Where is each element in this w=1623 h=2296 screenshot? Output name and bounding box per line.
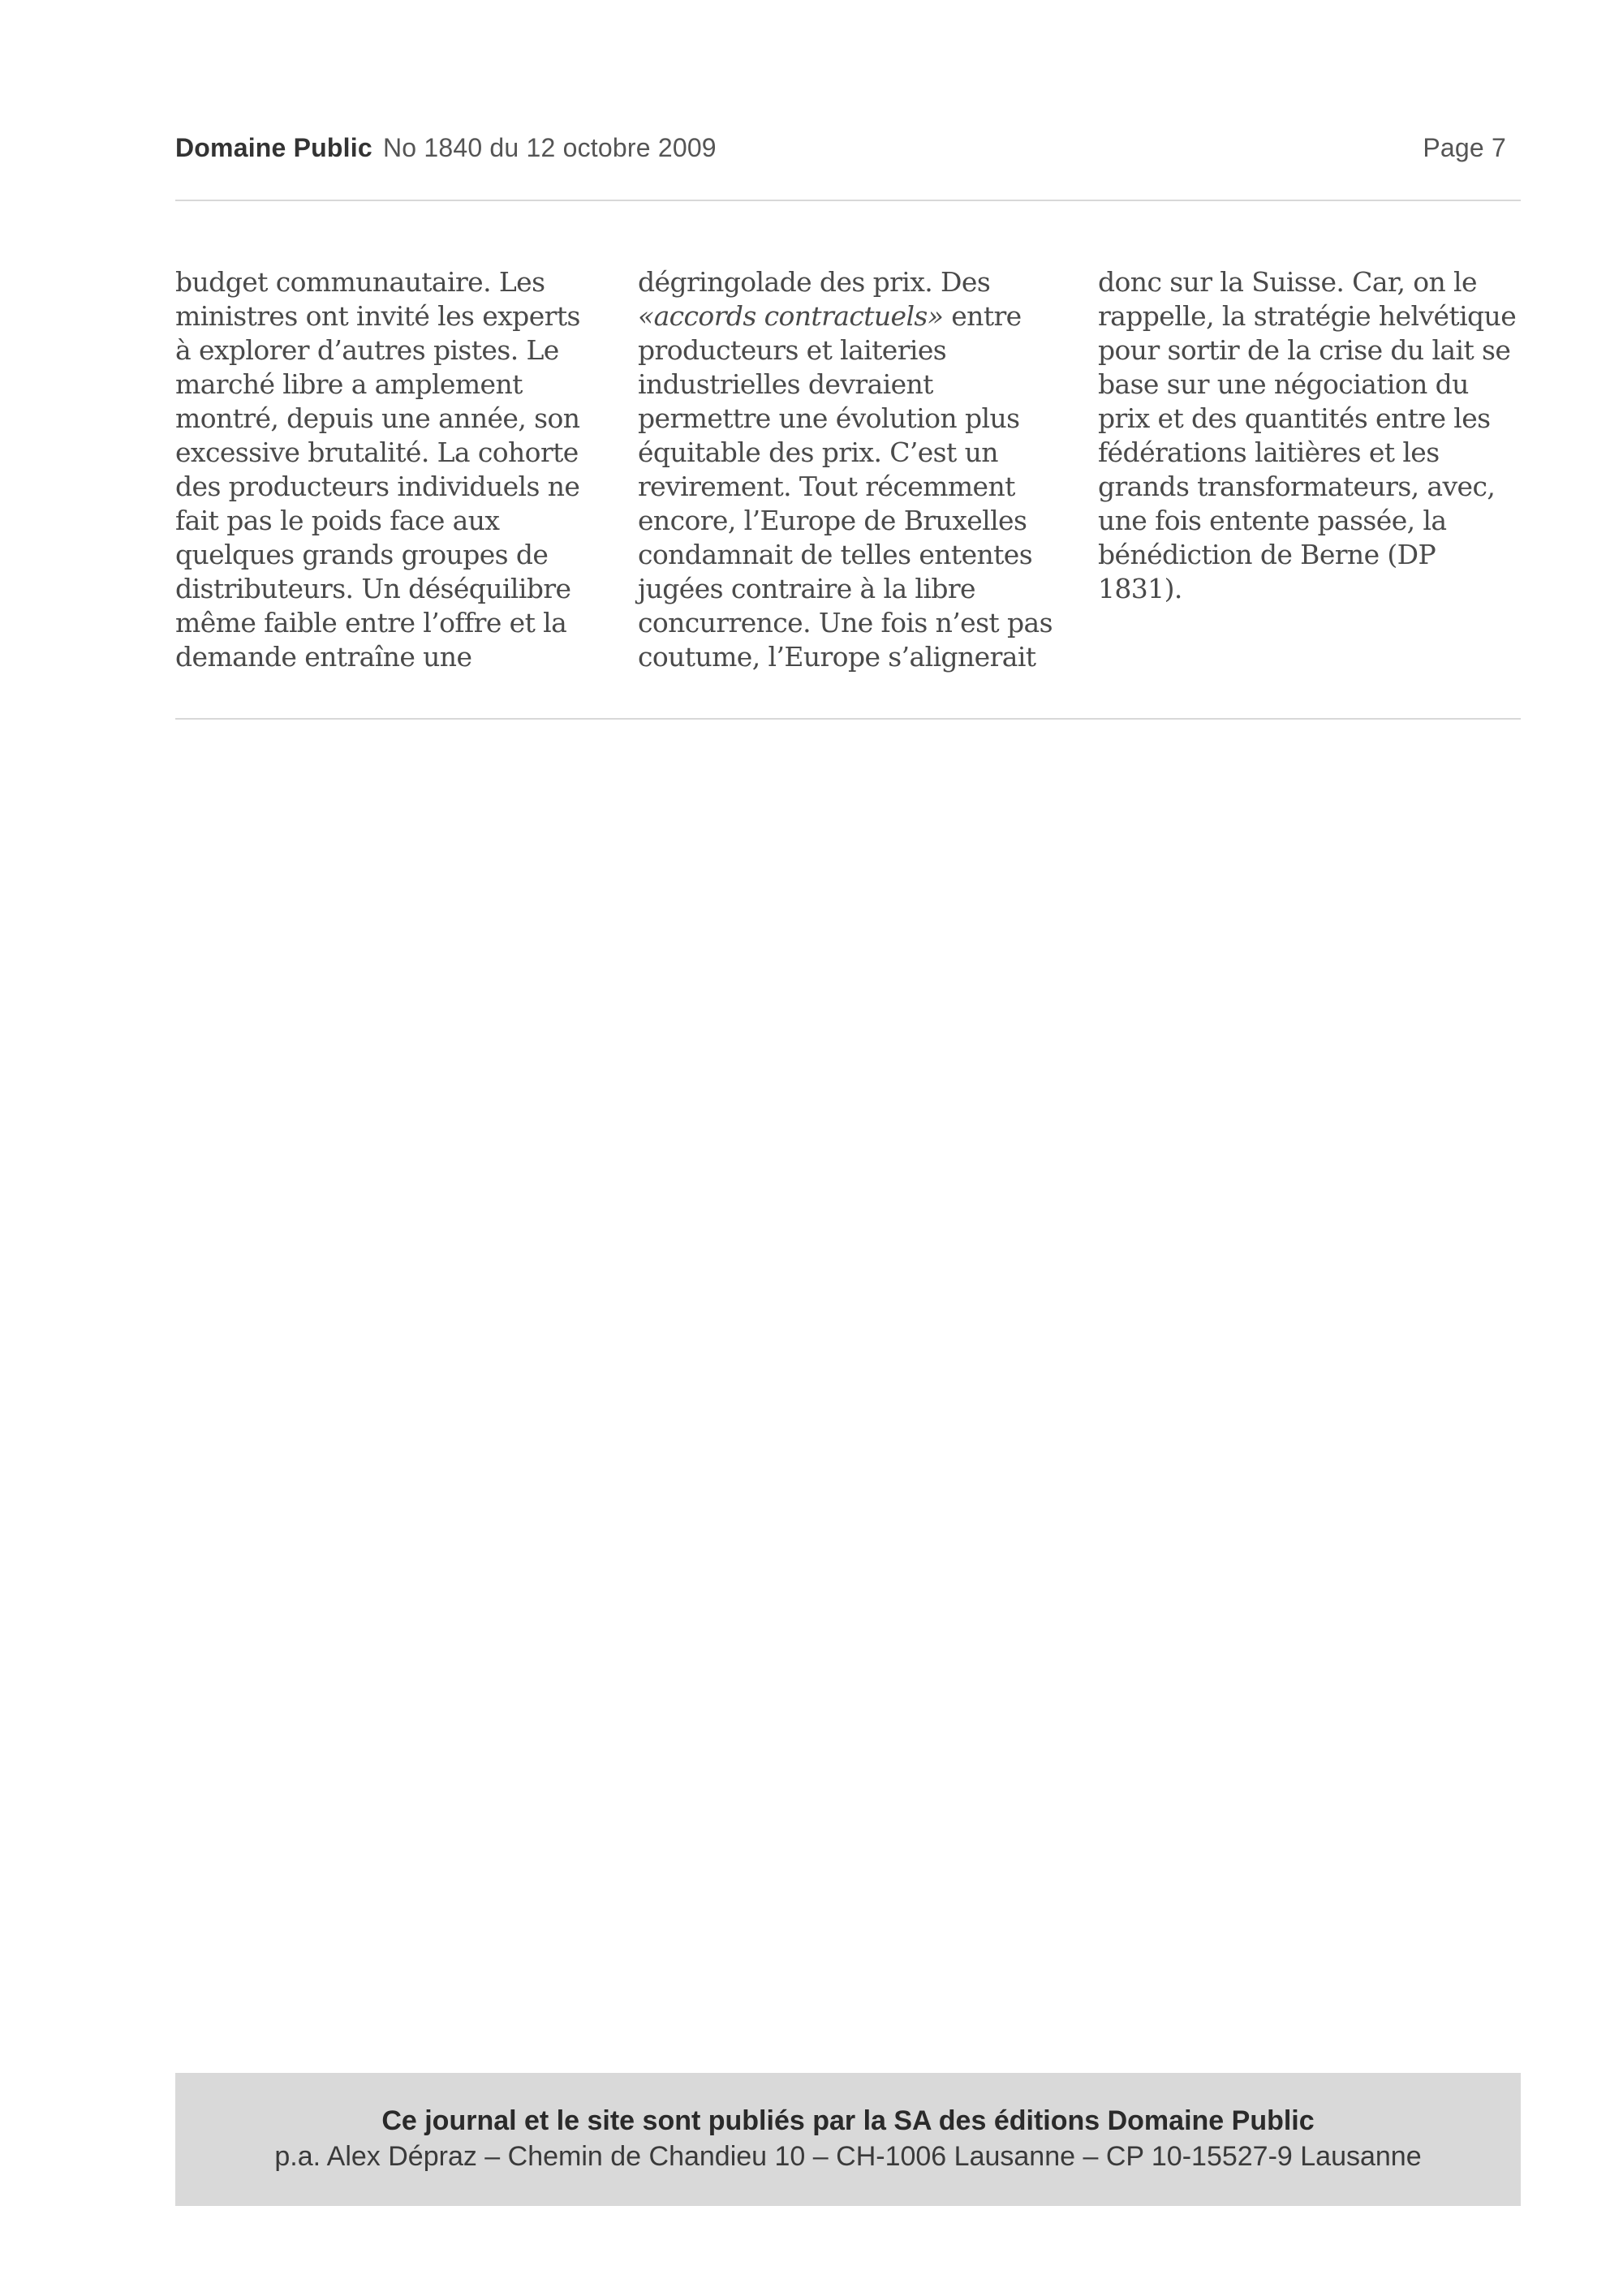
text-line: donc sur la Suisse. Car, on le: [1098, 266, 1477, 298]
article-column-2: [638, 265, 1068, 674]
text-line: producteurs et laiteries: [638, 334, 947, 366]
text-line: équitable des prix. C’est un: [638, 436, 998, 468]
text-line: encore, l’Europe de Bruxelles: [638, 505, 1027, 536]
text-line: dégringolade des prix. Des: [638, 266, 991, 298]
text-line: des producteurs individuels ne: [175, 471, 580, 502]
text-line: montré, depuis une année, son: [175, 402, 580, 434]
publication-name: Domaine Public: [175, 133, 372, 162]
text-line: une fois entente passée, la: [1098, 505, 1447, 536]
article-column-3: [1098, 265, 1528, 606]
text-line: distributeurs. Un déséquilibre: [175, 573, 571, 604]
text-line: bénédiction de Berne (DP: [1098, 539, 1436, 570]
article-end-divider: [175, 718, 1521, 720]
text-line: revirement. Tout récemment: [638, 471, 1015, 502]
text-line: prix et des quantités entre les: [1098, 402, 1491, 434]
text-line: concurrence. Une fois n’est pas: [638, 607, 1053, 638]
page-header: [175, 133, 1521, 174]
text-line: industrielles devraient: [638, 368, 933, 400]
text-line: marché libre a amplement: [175, 368, 523, 400]
text-line: permettre une évolution plus: [638, 402, 1020, 434]
text-line: pour sortir de la crise du lait se: [1098, 334, 1511, 366]
text-line: 1831).: [1098, 573, 1182, 604]
text-line: coutume, l’Europe s’alignerait: [638, 641, 1036, 673]
article-column-1: [175, 265, 605, 674]
publisher-footer: [175, 2073, 1521, 2206]
text-line: grands transformateurs, avec,: [1098, 471, 1496, 502]
text-line: excessive brutalité. La cohorte: [175, 436, 579, 468]
text-line: fédérations laitières et les: [1098, 436, 1440, 468]
text-line: fait pas le poids face aux: [175, 505, 500, 536]
text-line: demande entraîne une: [175, 641, 472, 673]
text-line: condamnait de telles ententes: [638, 539, 1033, 570]
text-line-with-italic: [638, 299, 1068, 333]
text-line: même faible entre l’offre et la: [175, 607, 567, 638]
text-fragment: entre: [943, 300, 1022, 332]
text-line: base sur une négociation du: [1098, 368, 1469, 400]
issue-info: No 1840 du 12 octobre 2009: [382, 133, 717, 162]
publisher-address: p.a. Alex Dépraz – Chemin de Chandieu 10 – CH-1006 Lausanne – CP 10-15527-9 Lausanne: [274, 2141, 1422, 2172]
text-line: quelques grands groupes de: [175, 539, 549, 570]
article-columns: [175, 265, 1524, 687]
publisher-statement: Ce journal et le site sont publiés par la SA des éditions Domaine Public: [381, 2105, 1315, 2136]
text-line: ministres ont invité les experts: [175, 300, 580, 332]
text-line: budget communautaire. Les: [175, 266, 545, 298]
italic-phrase: «accords contractuels»: [638, 300, 944, 332]
header-divider: [175, 200, 1521, 201]
text-line: à explorer d’autres pistes. Le: [175, 334, 559, 366]
text-line: rappelle, la stratégie helvétique: [1098, 300, 1517, 332]
text-line: jugées contraire à la libre: [638, 573, 975, 604]
page-number: Page 7: [1423, 133, 1506, 162]
